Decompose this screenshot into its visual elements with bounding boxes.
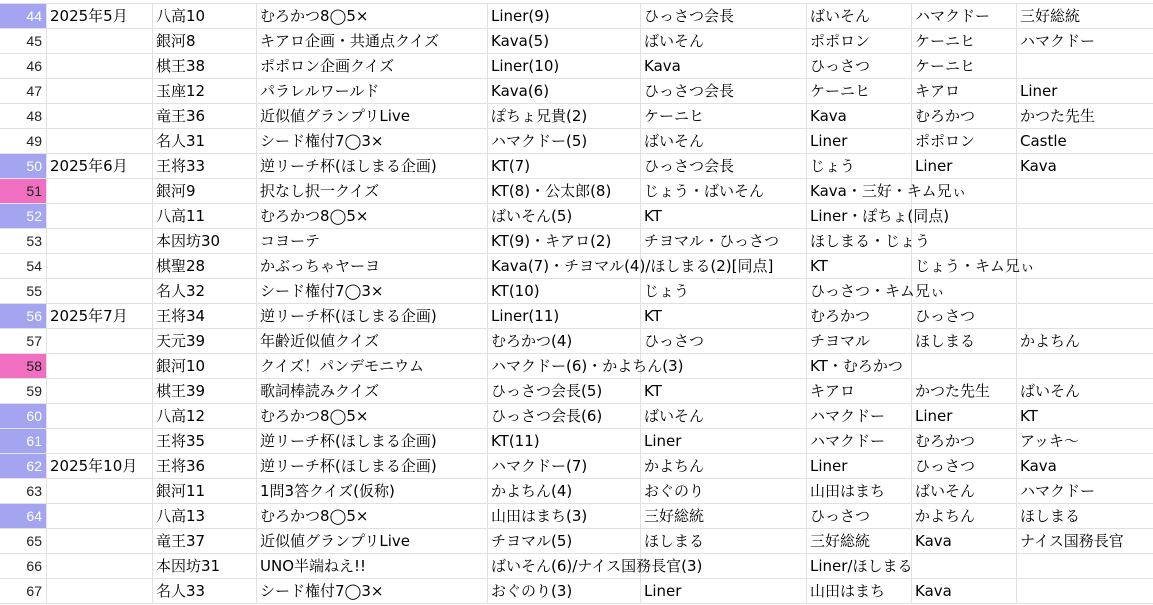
- table-row: [0, 529, 1153, 554]
- table-row: [0, 354, 1153, 379]
- row-header[interactable]: 51: [0, 179, 47, 203]
- row-header[interactable]: 46: [0, 54, 47, 78]
- grid-cell[interactable]: ひっさつ会長: [641, 79, 807, 103]
- grid-cell[interactable]: [1017, 554, 1153, 578]
- grid-cell[interactable]: ばいそん: [1020, 382, 1081, 400]
- grid-cell[interactable]: [912, 279, 1017, 303]
- grid-cell[interactable]: 逆リーチ杯(ほしまる企画): [257, 454, 488, 478]
- grid-cell[interactable]: 山田はまち: [807, 579, 912, 603]
- grid-cell[interactable]: むろかつ8◯5×: [257, 404, 488, 428]
- grid-cell[interactable]: かよちん: [1020, 332, 1081, 350]
- grid-cell[interactable]: KT: [641, 304, 807, 328]
- grid-cell[interactable]: Kava: [641, 54, 807, 78]
- grid-cell[interactable]: かよちん: [912, 504, 1017, 528]
- grid-cell[interactable]: ケーニヒ: [912, 29, 1017, 53]
- grid-cell[interactable]: ハマクドー: [1020, 32, 1096, 50]
- grid-cell[interactable]: 玉座12: [153, 79, 257, 103]
- grid-cell[interactable]: Kava: [1020, 157, 1057, 175]
- grid-cell[interactable]: Kava(5): [488, 29, 641, 53]
- grid-cell[interactable]: 天元39: [153, 329, 257, 353]
- grid-cell[interactable]: [1017, 204, 1153, 228]
- grid-cell[interactable]: むろかつ: [912, 429, 1017, 453]
- grid-cell[interactable]: ほしまる: [1020, 507, 1081, 525]
- table-row: [0, 154, 1153, 179]
- grid-cell[interactable]: ひっさつ会長(6): [488, 404, 641, 428]
- grid-cell[interactable]: [1017, 579, 1153, 603]
- table-row: [0, 379, 1153, 404]
- grid-cell[interactable]: [912, 554, 1017, 578]
- grid-cell[interactable]: [1017, 229, 1153, 253]
- grid-cell[interactable]: KT: [1020, 407, 1038, 425]
- grid-cell[interactable]: [47, 554, 153, 578]
- grid-cell[interactable]: ひっさつ: [912, 304, 1017, 328]
- row-header[interactable]: 56: [0, 304, 47, 328]
- grid-cell[interactable]: 2025年6月: [47, 154, 153, 178]
- grid-cell[interactable]: 2025年5月: [47, 4, 153, 28]
- grid-cell[interactable]: ハマクドー(5): [488, 129, 641, 153]
- grid-cell[interactable]: ばいそん(5): [488, 204, 641, 228]
- table-row: [0, 104, 1153, 129]
- grid-cell[interactable]: おぐのり: [641, 479, 807, 503]
- grid-cell[interactable]: おぐのり(3): [488, 579, 641, 603]
- row-header[interactable]: 61: [0, 429, 47, 453]
- table-row: [0, 329, 1153, 354]
- grid-cell[interactable]: シード権付7◯3×: [257, 129, 488, 153]
- grid-cell[interactable]: ハマクドー: [807, 404, 912, 428]
- grid-cell[interactable]: Liner/ほしまる: [807, 554, 912, 578]
- table-row: [0, 579, 1153, 604]
- grid-cell[interactable]: コヨーテ: [257, 229, 488, 253]
- grid-cell[interactable]: [1017, 354, 1153, 378]
- grid-cell[interactable]: ばいそん: [641, 404, 807, 428]
- row-header[interactable]: 54: [0, 254, 47, 278]
- grid-cell[interactable]: [47, 379, 153, 403]
- grid-cell[interactable]: ナイス国務長官: [1020, 532, 1124, 550]
- grid-cell[interactable]: ひっさつ会長: [641, 4, 807, 28]
- row-header[interactable]: 50: [0, 154, 47, 178]
- table-row: [0, 479, 1153, 504]
- grid-cell[interactable]: Kava(7)・チヨマル(4)/ほしまる(2)[同点]: [488, 254, 641, 278]
- grid-cell[interactable]: [1017, 54, 1153, 78]
- grid-cell[interactable]: ひっさつ会長: [641, 154, 807, 178]
- grid-cell[interactable]: [47, 404, 153, 428]
- grid-cell[interactable]: Kava(6): [488, 79, 641, 103]
- grid-cell[interactable]: クイズ！パンデモニウム: [257, 354, 488, 378]
- grid-cell[interactable]: 2025年7月: [47, 304, 153, 328]
- grid-cell[interactable]: むろかつ8◯5×: [257, 4, 488, 28]
- grid-cell[interactable]: 八高12: [153, 404, 257, 428]
- grid-cell[interactable]: [47, 254, 153, 278]
- grid-cell[interactable]: ポポロン: [912, 129, 1017, 153]
- grid-cell[interactable]: 2025年10月: [47, 454, 153, 478]
- grid-cell[interactable]: 銀河10: [153, 354, 257, 378]
- grid-cell[interactable]: Kava・三好・キム兄ぃ: [807, 179, 912, 203]
- grid-cell[interactable]: [47, 529, 153, 553]
- grid-cell[interactable]: [47, 279, 153, 303]
- grid-cell[interactable]: ポポロン企画クイズ: [257, 54, 488, 78]
- row-header[interactable]: 62: [0, 454, 47, 478]
- grid-cell[interactable]: 近似値グランプリLive: [257, 529, 488, 553]
- grid-cell[interactable]: ポポロン: [807, 29, 912, 53]
- grid-cell[interactable]: KT(10): [488, 279, 641, 303]
- grid-cell[interactable]: キアロ: [807, 379, 912, 403]
- grid-cell[interactable]: 近似値グランプリLive: [257, 104, 488, 128]
- grid-cell[interactable]: Liner・ぽちょ(同点): [807, 204, 912, 228]
- grid-cell[interactable]: 本因坊31: [153, 554, 257, 578]
- grid-cell[interactable]: 名人33: [153, 579, 257, 603]
- grid-cell[interactable]: 三好総統: [1020, 7, 1081, 25]
- grid-cell[interactable]: [641, 254, 807, 278]
- grid-cell[interactable]: パラレルワールド: [257, 79, 488, 103]
- grid-cell[interactable]: KT(11): [488, 429, 641, 453]
- table-row: [0, 129, 1153, 154]
- grid-cell[interactable]: ケーニヒ: [641, 104, 807, 128]
- table-row: [0, 179, 1153, 204]
- grid-cell[interactable]: むろかつ8◯5×: [257, 204, 488, 228]
- grid-cell[interactable]: 棋王38: [153, 54, 257, 78]
- grid-cell[interactable]: じょう・ばいそん: [641, 179, 807, 203]
- grid-cell[interactable]: 名人31: [153, 129, 257, 153]
- grid-cell[interactable]: むろかつ: [912, 104, 1017, 128]
- grid-cell[interactable]: Kava: [1020, 457, 1057, 475]
- grid-cell[interactable]: ひっさつ: [912, 454, 1017, 478]
- grid-cell[interactable]: ハマクドー: [912, 4, 1017, 28]
- grid-cell[interactable]: ハマクドー(7): [488, 454, 641, 478]
- grid-cell[interactable]: 三好総統: [641, 504, 807, 528]
- grid-cell[interactable]: [47, 129, 153, 153]
- grid-cell[interactable]: 八高11: [153, 204, 257, 228]
- grid-cell[interactable]: [47, 104, 153, 128]
- grid-cell[interactable]: ぽちょ兄貴(2): [488, 104, 641, 128]
- grid-cell[interactable]: ばいそん: [807, 4, 912, 28]
- grid-cell[interactable]: ひっさつ会長(5): [488, 379, 641, 403]
- grid-cell[interactable]: [641, 554, 807, 578]
- grid-cell[interactable]: 山田はまち(3): [488, 504, 641, 528]
- grid-cell[interactable]: かよちん(4): [488, 479, 641, 503]
- grid-cell[interactable]: ばいそん: [641, 129, 807, 153]
- row-header[interactable]: 64: [0, 504, 47, 528]
- grid-cell[interactable]: [47, 79, 153, 103]
- row-header[interactable]: 65: [0, 529, 47, 553]
- table-row: [0, 29, 1153, 54]
- grid-cell[interactable]: 年齢近似値クイズ: [257, 329, 488, 353]
- grid-cell[interactable]: Kava: [912, 579, 1017, 603]
- row-header[interactable]: 63: [0, 479, 47, 503]
- row-header[interactable]: 53: [0, 229, 47, 253]
- grid-cell[interactable]: シード権付7◯3×: [257, 279, 488, 303]
- grid-cell[interactable]: ばいそん: [912, 479, 1017, 503]
- grid-cell[interactable]: かぶっちゃヤーヨ: [257, 254, 488, 278]
- grid-cell[interactable]: KT: [641, 204, 807, 228]
- grid-cell[interactable]: ばいそん: [641, 29, 807, 53]
- grid-cell[interactable]: 棋聖28: [153, 254, 257, 278]
- grid-cell[interactable]: 銀河9: [153, 179, 257, 203]
- grid-cell[interactable]: [47, 229, 153, 253]
- grid-cell[interactable]: [47, 579, 153, 603]
- grid-cell[interactable]: 択なし択一クイズ: [257, 179, 488, 203]
- grid-cell[interactable]: かよちん: [641, 454, 807, 478]
- grid-cell[interactable]: 本因坊30: [153, 229, 257, 253]
- grid-cell[interactable]: [912, 179, 1017, 203]
- table-row: [0, 254, 1153, 279]
- grid-cell[interactable]: Liner(9): [488, 4, 641, 28]
- row-header[interactable]: 58: [0, 354, 47, 378]
- grid-cell[interactable]: 逆リーチ杯(ほしまる企画): [257, 429, 488, 453]
- row-header[interactable]: 44: [0, 4, 47, 28]
- grid-cell[interactable]: アッキ～: [1020, 432, 1079, 450]
- row-header[interactable]: 67: [0, 579, 47, 603]
- grid-cell[interactable]: 山田はまち: [807, 479, 912, 503]
- grid-cell[interactable]: UNO半端ねえ!!: [257, 554, 488, 578]
- table-row: [0, 454, 1153, 479]
- row-header[interactable]: 48: [0, 104, 47, 128]
- row-header[interactable]: 59: [0, 379, 47, 403]
- grid-cell[interactable]: KT(7): [488, 154, 641, 178]
- grid-cell[interactable]: 銀河8: [153, 29, 257, 53]
- grid-cell[interactable]: [47, 179, 153, 203]
- grid-cell[interactable]: シード権付7◯3×: [257, 579, 488, 603]
- grid-cell[interactable]: 八高13: [153, 504, 257, 528]
- grid-cell[interactable]: チヨマル・ひっさつ: [641, 229, 807, 253]
- row-header[interactable]: 55: [0, 279, 47, 303]
- grid-cell[interactable]: KT: [807, 254, 912, 278]
- grid-cell[interactable]: ハマクドー: [1020, 482, 1096, 500]
- table-row: [0, 554, 1153, 579]
- table-row: [0, 229, 1153, 254]
- row-header[interactable]: 66: [0, 554, 47, 578]
- grid-cell[interactable]: Liner: [641, 429, 807, 453]
- grid-cell[interactable]: [912, 229, 1017, 253]
- grid-cell[interactable]: [1017, 304, 1153, 328]
- grid-cell[interactable]: [47, 479, 153, 503]
- grid-cell[interactable]: [912, 204, 1017, 228]
- grid-cell[interactable]: Liner: [912, 404, 1017, 428]
- grid-cell[interactable]: 王将34: [153, 304, 257, 328]
- grid-cell[interactable]: ハマクドー: [807, 429, 912, 453]
- grid-cell[interactable]: [47, 504, 153, 528]
- grid-cell[interactable]: KT: [641, 379, 807, 403]
- table-row: [0, 79, 1153, 104]
- grid-cell[interactable]: 八高10: [153, 4, 257, 28]
- grid-cell[interactable]: ケーニヒ: [912, 54, 1017, 78]
- grid-cell[interactable]: むろかつ: [807, 304, 912, 328]
- grid-cell[interactable]: 三好総統: [807, 529, 912, 553]
- row-header[interactable]: 47: [0, 79, 47, 103]
- grid-cell[interactable]: じょう: [641, 279, 807, 303]
- grid-cell[interactable]: かつた先生: [1020, 107, 1096, 125]
- grid-cell[interactable]: KT・むろかつ: [807, 354, 912, 378]
- grid-cell[interactable]: むろかつ8◯5×: [257, 504, 488, 528]
- grid-cell[interactable]: ひっさつ: [807, 504, 912, 528]
- grid-cell[interactable]: [47, 429, 153, 453]
- row-header[interactable]: 52: [0, 204, 47, 228]
- table-row: [0, 279, 1153, 304]
- grid-cell[interactable]: Liner: [1020, 82, 1058, 100]
- grid-cell[interactable]: [47, 29, 153, 53]
- table-row: [0, 404, 1153, 429]
- grid-cell[interactable]: ほしまる: [641, 529, 807, 553]
- grid-cell[interactable]: ひっさつ: [641, 329, 807, 353]
- grid-cell[interactable]: 逆リーチ杯(ほしまる企画): [257, 304, 488, 328]
- grid-cell[interactable]: Kava: [912, 529, 1017, 553]
- grid-cell[interactable]: [1017, 279, 1153, 303]
- grid-cell[interactable]: Liner: [807, 129, 912, 153]
- grid-cell[interactable]: [47, 354, 153, 378]
- grid-cell[interactable]: KT(9)・キアロ(2): [488, 229, 641, 253]
- grid-cell[interactable]: 王将33: [153, 154, 257, 178]
- grid-cell[interactable]: 逆リーチ杯(ほしまる企画): [257, 154, 488, 178]
- row-header[interactable]: 49: [0, 129, 47, 153]
- grid-cell[interactable]: キアロ企画・共通点クイズ: [257, 29, 488, 53]
- grid-cell[interactable]: ばいそん(6)/ナイス国務長官(3): [488, 554, 641, 578]
- grid-cell[interactable]: Liner: [912, 154, 1017, 178]
- grid-cell[interactable]: ひっさつ: [807, 54, 912, 78]
- grid-cell[interactable]: [47, 54, 153, 78]
- grid-cell[interactable]: ほしまる・じょう: [807, 229, 912, 253]
- grid-cell[interactable]: [1017, 254, 1153, 278]
- grid-cell[interactable]: [641, 354, 807, 378]
- grid-cell[interactable]: じょう: [807, 154, 912, 178]
- grid-cell[interactable]: Kava: [807, 104, 912, 128]
- grid-cell[interactable]: 王将36: [153, 454, 257, 478]
- grid-cell[interactable]: ひっさつ・キム兄ぃ: [807, 279, 912, 303]
- grid-cell[interactable]: 棋王39: [153, 379, 257, 403]
- grid-cell[interactable]: ケーニヒ: [807, 79, 912, 103]
- table-row: [0, 4, 1153, 29]
- grid-cell[interactable]: 銀河11: [153, 479, 257, 503]
- grid-cell[interactable]: 竜王37: [153, 529, 257, 553]
- grid-cell[interactable]: むろかつ(4): [488, 329, 641, 353]
- table-row: [0, 54, 1153, 79]
- grid-cell[interactable]: ほしまる: [912, 329, 1017, 353]
- grid-cell[interactable]: Liner(11): [488, 304, 641, 328]
- grid-cell[interactable]: [47, 204, 153, 228]
- grid-cell[interactable]: チヨマル: [807, 329, 912, 353]
- row-header[interactable]: 57: [0, 329, 47, 353]
- grid-cell[interactable]: 名人32: [153, 279, 257, 303]
- grid-cell[interactable]: Liner(10): [488, 54, 641, 78]
- grid-cell[interactable]: チヨマル(5): [488, 529, 641, 553]
- grid-cell[interactable]: 1問3答クイズ(仮称): [257, 479, 488, 503]
- grid-cell[interactable]: [47, 329, 153, 353]
- grid-cell[interactable]: 竜王36: [153, 104, 257, 128]
- grid-cell[interactable]: [912, 354, 1017, 378]
- grid-cell[interactable]: じょう・キム兄ぃ: [912, 254, 1017, 278]
- grid-cell[interactable]: KT(8)・公太郎(8): [488, 179, 641, 203]
- table-row: [0, 429, 1153, 454]
- grid-cell[interactable]: Liner: [807, 454, 912, 478]
- row-header[interactable]: 45: [0, 29, 47, 53]
- table-row: [0, 204, 1153, 229]
- row-header[interactable]: 60: [0, 404, 47, 428]
- grid-cell[interactable]: かつた先生: [912, 379, 1017, 403]
- grid-cell[interactable]: 歌詞棒読みクイズ: [257, 379, 488, 403]
- grid-cell[interactable]: キアロ: [912, 79, 1017, 103]
- grid-cell[interactable]: [1017, 179, 1153, 203]
- table-row: [0, 504, 1153, 529]
- table-row: [0, 304, 1153, 329]
- grid-cell[interactable]: ハマクドー(6)・かよちん(3): [488, 354, 641, 378]
- grid-cell[interactable]: 王将35: [153, 429, 257, 453]
- grid-cell[interactable]: Castle: [1020, 132, 1067, 150]
- grid-cell[interactable]: Liner: [641, 579, 807, 603]
